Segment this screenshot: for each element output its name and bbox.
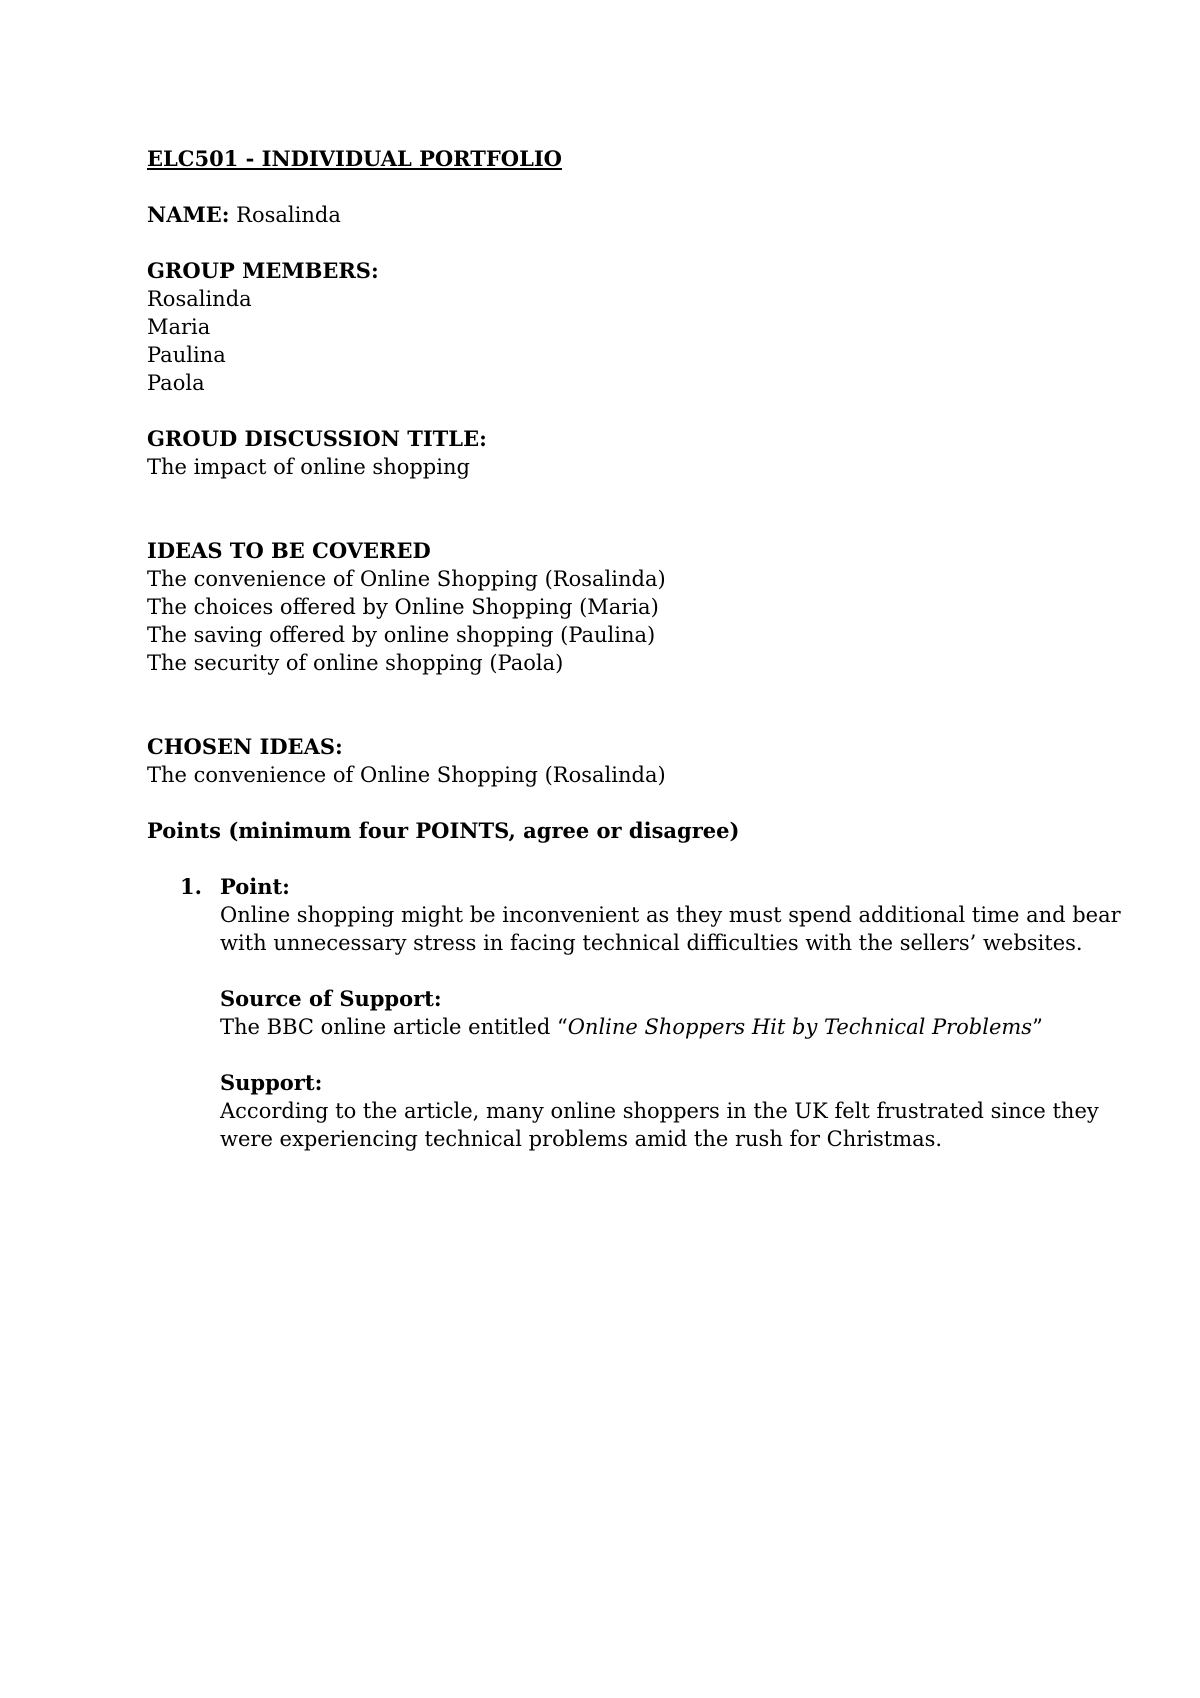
source-prefix: The BBC online article entitled “ [220,1015,568,1039]
source-article-title: Online Shoppers Hit by Technical Problems [567,1015,1033,1039]
group-members-label: GROUP MEMBERS: [147,258,379,283]
support-text-line: were experiencing technical problems amid the rush for Christmas. [220,1127,943,1151]
idea-item: The saving offered by online shopping (Paulina) [147,623,656,647]
group-member: Maria [147,315,211,339]
points-heading: Points (minimum four POINTS, agree or disagree) [147,818,740,843]
group-member: Paulina [147,343,226,367]
point-number: 1. [180,874,202,899]
ideas-label: IDEAS TO BE COVERED [147,538,431,563]
point-list-item [147,873,1121,1153]
source-suffix: ” [1032,1015,1043,1039]
support-label: Support: [220,1070,323,1095]
document-page [147,145,1121,1153]
idea-item: The security of online shopping (Paola) [147,651,564,675]
group-member: Rosalinda [147,287,252,311]
discussion-title: The impact of online shopping [147,455,470,479]
name-line [147,201,1067,229]
source-label: Source of Support: [220,986,442,1011]
name-label: NAME: [147,202,230,227]
point-text-line: with unnecessary stress in facing technical difficulties with the sellers’ websites. [220,931,1083,955]
point-text-line: Online shopping might be inconvenient as they must spend additional time and bear [220,903,1121,927]
idea-item: The convenience of Online Shopping (Rosalinda) [147,567,666,591]
source-text [220,1013,1067,1041]
group-member: Paola [147,371,205,395]
name-value: Rosalinda [229,203,341,227]
chosen-ideas-label: CHOSEN IDEAS: [147,734,343,759]
discussion-title-label: GROUD DISCUSSION TITLE: [147,426,487,451]
support-text-line: According to the article, many online shoppers in the UK felt frustrated since they [220,1099,1099,1123]
document-title: ELC501 - INDIVIDUAL PORTFOLIO [147,146,562,171]
chosen-idea: The convenience of Online Shopping (Rosalinda) [147,763,666,787]
idea-item: The choices offered by Online Shopping (Maria) [147,595,659,619]
point-label: Point: [220,874,290,899]
